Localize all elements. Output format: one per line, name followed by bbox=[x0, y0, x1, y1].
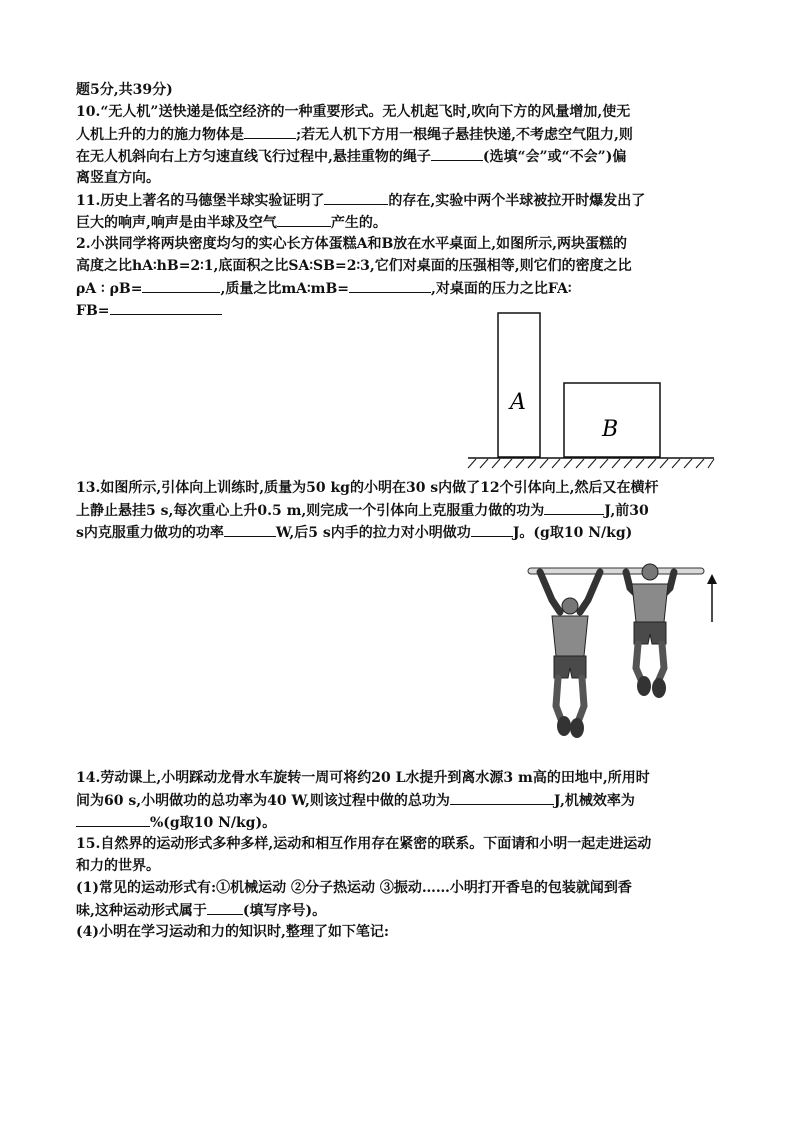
q11-text-b: 的存在,实验中两个半球被拉开时爆发出了 bbox=[388, 193, 646, 209]
q15-blank-1[interactable] bbox=[207, 900, 243, 915]
q11-text-c: 巨大的响声,响声是由半球及空气 bbox=[76, 215, 277, 231]
q10-text-a: 人机上升的力的施力物体是 bbox=[76, 127, 244, 143]
q12-line-2: 高度之比hA∶hB=2∶1,底面积之比SA∶SB=2∶3,它们对桌面的压强相等,则它们的密度之比 bbox=[76, 258, 632, 274]
q14-blank-1[interactable] bbox=[450, 790, 554, 805]
q10-line-1: 10.“无人机”送快递是低空经济的一种重要形式。无人机起飞时,吹向下方的风量增加,使无 bbox=[76, 104, 631, 120]
q13-blank-2[interactable] bbox=[224, 522, 276, 537]
q12-blank-3[interactable] bbox=[110, 300, 222, 315]
q14-line-3 bbox=[76, 812, 276, 833]
person-pulled-up bbox=[626, 564, 674, 698]
q13-text-e: J。(g取10 N/kg) bbox=[512, 525, 633, 541]
q13-text-b: J,前30 bbox=[604, 503, 649, 519]
q10-line-4: 离竖直方向。 bbox=[76, 170, 160, 186]
q10-blank-2[interactable] bbox=[431, 146, 483, 161]
q11-line-1 bbox=[76, 190, 645, 211]
q12-text-d: FB= bbox=[76, 303, 110, 319]
block-b-label: B bbox=[602, 417, 619, 442]
q11-text-a: 11.历史上著名的马德堡半球实验证明了 bbox=[76, 193, 325, 209]
block-a-label: A bbox=[510, 390, 526, 415]
up-arrow-icon bbox=[707, 574, 717, 622]
q11-blank-2[interactable] bbox=[277, 212, 331, 227]
q14-text-a: 间为60 s,小明做功的总功率为40 W,则该过程中做的总功为 bbox=[76, 793, 450, 809]
q12-blank-1[interactable] bbox=[142, 278, 220, 293]
person-hanging bbox=[540, 572, 600, 738]
q14-line-2 bbox=[76, 790, 635, 811]
q15-text-b: (填写序号)。 bbox=[242, 903, 327, 919]
q13-text-a: 上静止悬挂5 s,每次重心上升0.5 m,则完成一个引体向上克服重力做的功为 bbox=[76, 503, 545, 519]
q15-line-2: 和力的世界。 bbox=[76, 858, 160, 874]
q12-line-1: 2.小洪同学将两块密度均匀的实心长方体蛋糕A和B放在水平桌面上,如图所示,两块蛋糕的 bbox=[76, 236, 628, 252]
q12-blank-2[interactable] bbox=[349, 278, 431, 293]
q13-line-2 bbox=[76, 500, 649, 521]
block-a bbox=[498, 313, 540, 457]
q10-text-b: ;若无人机下方用一根绳子悬挂快递,不考虑空气阻力,则 bbox=[296, 127, 633, 143]
q14-text-c: %(g取10 N/kg)。 bbox=[150, 815, 277, 831]
q15-line-5: (4)小明在学习运动和力的知识时,整理了如下笔记: bbox=[76, 924, 390, 940]
q11-text-d: 产生的。 bbox=[330, 215, 387, 231]
q13-line-1: 13.如图所示,引体向上训练时,质量为50 kg的小明在30 s内做了12个引体向上,然后又在横杆 bbox=[76, 480, 659, 496]
q11-line-2 bbox=[76, 212, 387, 233]
q12-line-3 bbox=[76, 278, 572, 299]
q10-line-2 bbox=[76, 124, 633, 145]
horizontal-bar bbox=[528, 568, 704, 574]
q10-blank-1[interactable] bbox=[244, 124, 296, 139]
q13-text-d: W,后5 s内手的拉力对小明做功 bbox=[275, 525, 471, 541]
section-header: 题5分,共39分) bbox=[76, 82, 173, 98]
q15-line-3: (1)常见的运动形式有:①机械运动 ②分子热运动 ③振动……小明打开香皂的包装就闻到香 bbox=[76, 880, 632, 896]
pullup-figure bbox=[522, 560, 722, 748]
q13-line-3 bbox=[76, 522, 632, 543]
q15-line-4 bbox=[76, 900, 326, 921]
table-hatching bbox=[468, 459, 714, 468]
q13-blank-1[interactable] bbox=[544, 500, 604, 515]
q12-text-a: ρA ∶ ρB= bbox=[76, 281, 143, 297]
q10-line-3 bbox=[76, 146, 626, 167]
q15-text-a: 味,这种运动形式属于 bbox=[76, 903, 207, 919]
q12-text-b: ,质量之比mA∶mB= bbox=[220, 281, 350, 297]
q14-text-b: J,机械效率为 bbox=[553, 793, 635, 809]
q12-line-4 bbox=[76, 300, 222, 321]
q11-blank-1[interactable] bbox=[324, 190, 388, 205]
q13-blank-3[interactable] bbox=[471, 522, 513, 537]
q10-text-d: (选填“会”或“不会”)偏 bbox=[482, 149, 627, 165]
q10-text-c: 在无人机斜向右上方匀速直线飞行过程中,悬挂重物的绳子 bbox=[76, 149, 431, 165]
blocks-figure bbox=[462, 310, 720, 470]
q14-line-1: 14.劳动课上,小明踩动龙骨水车旋转一周可将约20 L水提升到离水源3 m高的田地中,所用时 bbox=[76, 770, 650, 786]
q15-line-1: 15.自然界的运动形式多种多样,运动和相互作用存在紧密的联系。下面请和小明一起走进运动 bbox=[76, 836, 652, 852]
q14-blank-2[interactable] bbox=[76, 812, 150, 827]
q12-text-c: ,对桌面的压力之比FA∶ bbox=[431, 281, 572, 297]
q13-text-c: s内克服重力做功的功率 bbox=[76, 525, 224, 541]
